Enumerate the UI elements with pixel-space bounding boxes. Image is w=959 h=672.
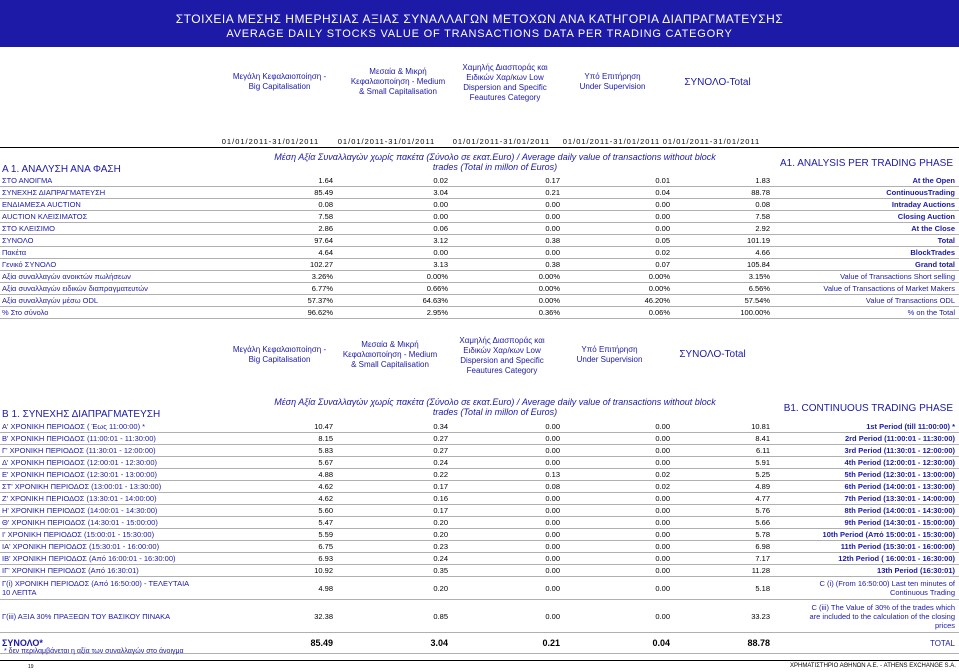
cell-value: 3.15%: [672, 271, 772, 283]
cell-value: 101.19: [672, 235, 772, 247]
table-row: [0, 457, 959, 469]
cell-value: 46.20%: [562, 295, 672, 307]
category-big-cap: Μεγάλη Κεφαλαιοποίηση - Big Capitalisation: [232, 345, 327, 364]
cell-value: 0.24: [335, 457, 450, 469]
cell-value: 0.00: [450, 600, 562, 633]
footer-publisher: ΧΡΗΜΑΤΙΣΤΗΡΙΟ ΑΘΗΝΩΝ Α.Ε. - ATHENS EXCHANGE S.A.: [790, 663, 956, 669]
cell-value: 0.00: [562, 493, 672, 505]
cell-value: 3.04: [335, 633, 450, 654]
cell-value: 0.00: [450, 445, 562, 457]
table-row: [0, 259, 959, 271]
cell-value: 0.00: [562, 565, 672, 577]
cell-value: 7.58: [672, 211, 772, 223]
row-label-en: 9th Period (14:30:01 - 15:00:00): [772, 517, 959, 529]
cell-value: 5.59: [230, 529, 335, 541]
cell-value: 5.76: [672, 505, 772, 517]
cell-value: 0.00: [562, 529, 672, 541]
cell-value: 0.24: [335, 553, 450, 565]
row-label: Αξία συναλλαγών ανοικτών πωλήσεων: [0, 271, 230, 283]
cell-value: 0.00%: [562, 271, 672, 283]
row-label-en: Closing Auction: [772, 211, 959, 223]
cell-value: 5.25: [672, 469, 772, 481]
category-medium-small-cap: Μεσαία & Μικρή Κεφαλαιοποίηση - Medium & Small Capitalisation: [350, 67, 446, 96]
section-a-title: Α 1. ΑΝΑΛΥΣΗ ΑΝΑ ΦΑΣΗ: [2, 164, 121, 175]
cell-value: 100.00%: [672, 307, 772, 319]
cell-value: 0.00: [450, 529, 562, 541]
cell-value: 7.58: [230, 211, 335, 223]
table-row: [0, 421, 959, 433]
row-label: Πακέτα: [0, 247, 230, 259]
cell-value: 0.00%: [450, 271, 562, 283]
row-label: ΣΤ' ΧΡΟΝΙΚΗ ΠΕΡΙΟΔΟΣ (13:00:01 - 13:30:00): [0, 481, 230, 493]
cell-value: 0.36%: [450, 307, 562, 319]
row-label: Η' ΧΡΟΝΙΚΗ ΠΕΡΙΟΔΟΣ (14:00:01 - 14:30:00): [0, 505, 230, 517]
cell-value: 0.02: [562, 481, 672, 493]
table-row: [0, 481, 959, 493]
cell-value: 0.00: [562, 505, 672, 517]
section-a-title-en: A1. ANALYSIS PER TRADING PHASE: [779, 158, 953, 169]
cell-value: 10.92: [230, 565, 335, 577]
table-row: [0, 505, 959, 517]
cell-value: 0.22: [335, 469, 450, 481]
cell-value: 0.20: [335, 517, 450, 529]
row-label: Α' ΧΡΟΝΙΚΗ ΠΕΡΙΟΔΟΣ ( Έως 11:00:00) *: [0, 421, 230, 433]
row-label: Ι' ΧΡΟΝΙΚΗ ΠΕΡΙΟΔΟΣ (15:00:01 - 15:30:00): [0, 529, 230, 541]
section-b-subtitle: Μέση Αξία Συναλλαγών χωρίς πακέτα (Σύνολο σε εκατ.Euro) / Average daily value of transactions without block trades (Total in millon of Euros): [274, 397, 716, 417]
footer-divider: [0, 660, 959, 661]
cell-value: 0.00: [450, 517, 562, 529]
cell-value: 4.98: [230, 577, 335, 600]
category-big-cap: Μεγάλη Κεφαλαιοποίηση - Big Capitalisation: [232, 72, 327, 91]
cell-value: 4.88: [230, 469, 335, 481]
row-label: % Στο σύνολο: [0, 307, 230, 319]
row-label-en: 11th Period (15:30:01 - 16:00:00): [772, 541, 959, 553]
cell-value: 0.00: [450, 223, 562, 235]
category-low-dispersion: Χαμηλής Διασποράς και Ειδικών Χαρ/κων Low Dispersion and Specific Feautures Category: [459, 336, 545, 375]
table-row: [0, 235, 959, 247]
cell-value: 0.02: [335, 175, 450, 187]
cell-value: 0.27: [335, 433, 450, 445]
row-label: Γ(i) ΧΡΟΝΙΚΗ ΠΕΡΙΟΔΟΣ (Από 16:50:00) - ΤΕΛΕΥΤΑΙΑ 10 ΛΕΠΤΑ: [0, 577, 230, 600]
cell-value: 0.17: [450, 175, 562, 187]
cell-value: 96.62%: [230, 307, 335, 319]
table-row: [0, 493, 959, 505]
row-label-en: Grand total: [772, 259, 959, 271]
table-row-c-iii: [0, 600, 959, 633]
cell-value: 5.83: [230, 445, 335, 457]
row-label: ΣΥΝΟΛΟ*: [0, 633, 230, 654]
table-row: [0, 199, 959, 211]
cell-value: 2.86: [230, 223, 335, 235]
row-label-en: 7th Period (13:30:01 - 14:00:00): [772, 493, 959, 505]
cell-value: 0.20: [335, 577, 450, 600]
row-label: Θ' ΧΡΟΝΙΚΗ ΠΕΡΙΟΔΟΣ (14:30:01 - 15:00:00): [0, 517, 230, 529]
table-row: [0, 529, 959, 541]
cell-value: 1.83: [672, 175, 772, 187]
cell-value: 0.00: [562, 433, 672, 445]
cell-value: 5.91: [672, 457, 772, 469]
cell-value: 3.12: [335, 235, 450, 247]
cell-value: 5.60: [230, 505, 335, 517]
cell-value: 7.17: [672, 553, 772, 565]
cell-value: 0.01: [562, 175, 672, 187]
cell-value: 5.47: [230, 517, 335, 529]
table-row: [0, 433, 959, 445]
period-col-5: 01/01/2011-31/01/2011: [662, 137, 761, 146]
cell-value: 0.00: [450, 421, 562, 433]
cell-value: 102.27: [230, 259, 335, 271]
cell-value: 6.75: [230, 541, 335, 553]
table-row: [0, 175, 959, 187]
cell-value: 105.84: [672, 259, 772, 271]
divider: [0, 147, 959, 148]
category-total: ΣΥΝΟΛΟ-Total: [684, 77, 751, 88]
row-label: Γενικό ΣΥΝΟΛΟ: [0, 259, 230, 271]
row-label-en: Value of Transactions of Market Makers: [772, 283, 959, 295]
row-label-en: 2rd Period (11:00:01 - 11:30:00): [772, 433, 959, 445]
cell-value: 2.92: [672, 223, 772, 235]
row-label-en: 4th Period (12:00:01 - 12:30:00): [772, 457, 959, 469]
category-under-supervision: Υπό Επιτήρηση Under Supervision: [579, 72, 646, 91]
row-label-en: Value of Transactions ODL: [772, 295, 959, 307]
cell-value: 0.06: [335, 223, 450, 235]
cell-value: 3.04: [335, 187, 450, 199]
cell-value: 64.63%: [335, 295, 450, 307]
row-label-en: 10th Period (Από 15:00:01 - 15:30:00): [772, 529, 959, 541]
row-label: ΣΥΝΕΧΗΣ ΔΙΑΠΡΑΓΜΑΤΕΥΣΗ: [0, 187, 230, 199]
cell-value: 0.02: [562, 469, 672, 481]
row-label-en: Total: [772, 235, 959, 247]
cell-value: 33.23: [672, 600, 772, 633]
title-greek: ΣΤΟΙΧΕΙΑ ΜΕΣΗΣ ΗΜΕΡΗΣΙΑΣ ΑΞΙΑΣ ΣΥΝΑΛΛΑΓΩΝ ΜΕΤΟΧΩΝ ΑΝΑ ΚΑΤΗΓΟΡΙΑ ΔΙΑΠΡΑΓΜΑΤΕΥΣΗΣ: [175, 12, 784, 26]
title-banner: [0, 0, 959, 47]
cell-value: 2.95%: [335, 307, 450, 319]
cell-value: 4.64: [230, 247, 335, 259]
table-row: [0, 283, 959, 295]
cell-value: 5.18: [672, 577, 772, 600]
cell-value: 88.78: [672, 633, 772, 654]
cell-value: 0.17: [335, 505, 450, 517]
table-continuous-trading: [0, 421, 959, 654]
row-label-en: Intraday Auctions: [772, 199, 959, 211]
footnote: * δεν περιλαμβάνεται η αξία των συναλλαγών στο άνοιγμα: [4, 648, 184, 655]
cell-value: 0.04: [562, 187, 672, 199]
row-label-en: TOTAL: [772, 633, 959, 654]
row-label: Ζ' ΧΡΟΝΙΚΗ ΠΕΡΙΟΔΟΣ (13:30:01 - 14:00:00): [0, 493, 230, 505]
cell-value: 8.41: [672, 433, 772, 445]
row-label: Αξία συναλλαγών μέσω ODL: [0, 295, 230, 307]
table-row-c-i: [0, 577, 959, 600]
cell-value: 5.66: [672, 517, 772, 529]
cell-value: 5.67: [230, 457, 335, 469]
cell-value: 0.00: [562, 577, 672, 600]
cell-value: 0.00: [562, 600, 672, 633]
row-label: ΕΝΔΙΑΜΕΣΑ AUCTION: [0, 199, 230, 211]
cell-value: 3.26%: [230, 271, 335, 283]
title-english: AVERAGE DAILY STOCKS VALUE OF TRANSACTIONS DATA PER TRADING CATEGORY: [226, 28, 733, 40]
row-label-en: BlockTrades: [772, 247, 959, 259]
cell-value: 0.85: [335, 600, 450, 633]
cell-value: 3.13: [335, 259, 450, 271]
cell-value: 0.00%: [562, 283, 672, 295]
section-b-title: Β 1. ΣΥΝΕΧΗΣ ΔΙΑΠΡΑΓΜΑΤΕΥΣΗ: [2, 409, 161, 420]
row-label-en: 3rd Period (11:30:01 - 12:00:00): [772, 445, 959, 457]
cell-value: 6.93: [230, 553, 335, 565]
cell-value: 0.17: [335, 481, 450, 493]
cell-value: 85.49: [230, 633, 335, 654]
row-label: ΙΓ' ΧΡΟΝΙΚΗ ΠΕΡΙΟΔΟΣ (Από 16:30:01): [0, 565, 230, 577]
table-row: [0, 553, 959, 565]
row-label-en: At the Open: [772, 175, 959, 187]
cell-value: 0.00: [562, 541, 672, 553]
row-label: ΣΤΟ ΑΝΟΙΓΜΑ: [0, 175, 230, 187]
cell-value: 0.21: [450, 187, 562, 199]
cell-value: 6.77%: [230, 283, 335, 295]
cell-value: 32.38: [230, 600, 335, 633]
cell-value: 0.00: [450, 553, 562, 565]
cell-value: 0.08: [450, 481, 562, 493]
cell-value: 0.00%: [450, 283, 562, 295]
cell-value: 0.21: [450, 633, 562, 654]
cell-value: 0.13: [450, 469, 562, 481]
period-col-1: 01/01/2011-31/01/2011: [221, 137, 320, 146]
row-label-en: C (i) (From 16:50:00) Last ten minutes of Continuous Trading: [772, 577, 959, 600]
page-number: 19: [28, 664, 34, 670]
category-under-supervision: Υπό Επιτήρηση Under Supervision: [576, 345, 643, 364]
cell-value: 0.23: [335, 541, 450, 553]
row-label-en: 12th Period ( 16:00:01 - 16:30:00): [772, 553, 959, 565]
cell-value: 0.00: [335, 247, 450, 259]
period-col-3: 01/01/2011-31/01/2011: [452, 137, 551, 146]
cell-value: 0.00: [450, 577, 562, 600]
row-label-en: 6th Period (14:00:01 - 13:30:00): [772, 481, 959, 493]
cell-value: 4.62: [230, 481, 335, 493]
section-a-subtitle: Μέση Αξία Συναλλαγών χωρίς πακέτα (Σύνολο σε εκατ.Euro) / Average daily value of transactions without block trades (Total in millon of Euros): [274, 152, 716, 172]
cell-value: 0.08: [672, 199, 772, 211]
table-row: [0, 295, 959, 307]
cell-value: 0.27: [335, 445, 450, 457]
cell-value: 0.00: [450, 565, 562, 577]
row-label: ΣΥΝΟΛΟ: [0, 235, 230, 247]
row-label-en: At the Close: [772, 223, 959, 235]
table-phase-analysis: [0, 175, 959, 319]
row-label: Γ(iii) ΑΞΙΑ 30% ΠΡΑΞΕΩΝ ΤΟΥ ΒΑΣΙΚΟΥ ΠΙΝΑΚΑ: [0, 600, 230, 633]
cell-value: 0.00: [450, 505, 562, 517]
row-label: Δ' ΧΡΟΝΙΚΗ ΠΕΡΙΟΔΟΣ (12:00:01 - 12:30:00): [0, 457, 230, 469]
cell-value: 0.00: [450, 247, 562, 259]
cell-value: 0.16: [335, 493, 450, 505]
row-label-en: 8th Period (14:00:01 - 14:30:00): [772, 505, 959, 517]
row-label-en: % on the Total: [772, 307, 959, 319]
row-label: Αξία συναλλαγών ειδικών διαπραγματευτών: [0, 283, 230, 295]
cell-value: 0.00: [335, 199, 450, 211]
cell-value: 0.00: [450, 199, 562, 211]
cell-value: 0.34: [335, 421, 450, 433]
cell-value: 6.56%: [672, 283, 772, 295]
cell-value: 10.81: [672, 421, 772, 433]
cell-value: 0.38: [450, 235, 562, 247]
cell-value: 6.98: [672, 541, 772, 553]
cell-value: 0.00: [450, 493, 562, 505]
table-row: [0, 469, 959, 481]
cell-value: 0.00%: [450, 295, 562, 307]
cell-value: 0.00%: [335, 271, 450, 283]
cell-value: 0.20: [335, 529, 450, 541]
table-row: [0, 565, 959, 577]
row-label: ΙΒ' ΧΡΟΝΙΚΗ ΠΕΡΙΟΔΟΣ (Από 16:00:01 - 16:30:00): [0, 553, 230, 565]
category-total: ΣΥΝΟΛΟ-Total: [679, 349, 746, 360]
cell-value: 1.64: [230, 175, 335, 187]
cell-value: 0.00: [562, 457, 672, 469]
row-label-en: 13th Period (16:30:01): [772, 565, 959, 577]
cell-value: 4.89: [672, 481, 772, 493]
cell-value: 0.38: [450, 259, 562, 271]
table-row: [0, 187, 959, 199]
row-label-en: ContinuousTrading: [772, 187, 959, 199]
period-col-2: 01/01/2011-31/01/2011: [337, 137, 436, 146]
cell-value: 8.15: [230, 433, 335, 445]
cell-value: 0.00: [335, 211, 450, 223]
cell-value: 0.08: [230, 199, 335, 211]
cell-value: 0.02: [562, 247, 672, 259]
cell-value: 0.35: [335, 565, 450, 577]
table-row: [0, 541, 959, 553]
cell-value: 10.47: [230, 421, 335, 433]
cell-value: 4.62: [230, 493, 335, 505]
row-label: ΣΤΟ ΚΛΕΙΣΙΜΟ: [0, 223, 230, 235]
cell-value: 57.37%: [230, 295, 335, 307]
row-label-en: Value of Transactions Short selling: [772, 271, 959, 283]
category-medium-small-cap: Μεσαία & Μικρή Κεφαλαιοποίηση - Medium & Small Capitalisation: [342, 340, 438, 369]
cell-value: 0.00: [562, 211, 672, 223]
cell-value: 0.05: [562, 235, 672, 247]
cell-value: 0.06%: [562, 307, 672, 319]
table-row: [0, 517, 959, 529]
cell-value: 88.78: [672, 187, 772, 199]
cell-value: 97.64: [230, 235, 335, 247]
cell-value: 0.00: [562, 553, 672, 565]
cell-value: 0.00: [450, 457, 562, 469]
row-label-en: 1st Period (till 11:00:00) *: [772, 421, 959, 433]
cell-value: 0.66%: [335, 283, 450, 295]
cell-value: 0.00: [562, 445, 672, 457]
cell-value: 57.54%: [672, 295, 772, 307]
row-label: Β' ΧΡΟΝΙΚΗ ΠΕΡΙΟΔΟΣ (11:00:01 - 11:30:00): [0, 433, 230, 445]
cell-value: 0.00: [450, 433, 562, 445]
cell-value: 0.00: [450, 541, 562, 553]
cell-value: 0.00: [562, 223, 672, 235]
cell-value: 0.00: [450, 211, 562, 223]
cell-value: 0.07: [562, 259, 672, 271]
row-label-en: C (iii) The Value of 30% of the trades which are included to the calculation of the closing prices: [772, 600, 959, 633]
cell-value: 6.11: [672, 445, 772, 457]
category-low-dispersion: Χαμηλής Διασποράς και Ειδικών Χαρ/κων Low Dispersion and Specific Feautures Category: [462, 63, 548, 102]
row-label-en: 5th Period (12:30:01 - 13:00:00): [772, 469, 959, 481]
table-row: [0, 307, 959, 319]
table-row: [0, 271, 959, 283]
table-row: [0, 247, 959, 259]
table-row: [0, 211, 959, 223]
row-label: ΙΑ' ΧΡΟΝΙΚΗ ΠΕΡΙΟΔΟΣ (15:30:01 - 16:00:00): [0, 541, 230, 553]
table-row: [0, 223, 959, 235]
cell-value: 4.77: [672, 493, 772, 505]
section-b-title-en: B1. CONTINUOUS TRADING PHASE: [783, 403, 953, 414]
table-row: [0, 445, 959, 457]
cell-value: 5.78: [672, 529, 772, 541]
row-label: Ε' ΧΡΟΝΙΚΗ ΠΕΡΙΟΔΟΣ (12:30:01 - 13:00:00): [0, 469, 230, 481]
row-label: AUCTION ΚΛΕΙΣΙΜΑΤΟΣ: [0, 211, 230, 223]
cell-value: 0.00: [562, 421, 672, 433]
cell-value: 0.00: [562, 517, 672, 529]
cell-value: 11.28: [672, 565, 772, 577]
cell-value: 0.00: [562, 199, 672, 211]
cell-value: 0.04: [562, 633, 672, 654]
period-col-4: 01/01/2011-31/01/2011: [562, 137, 661, 146]
row-label: Γ' ΧΡΟΝΙΚΗ ΠΕΡΙΟΔΟΣ (11:30:01 - 12:00:00): [0, 445, 230, 457]
cell-value: 4.66: [672, 247, 772, 259]
cell-value: 85.49: [230, 187, 335, 199]
